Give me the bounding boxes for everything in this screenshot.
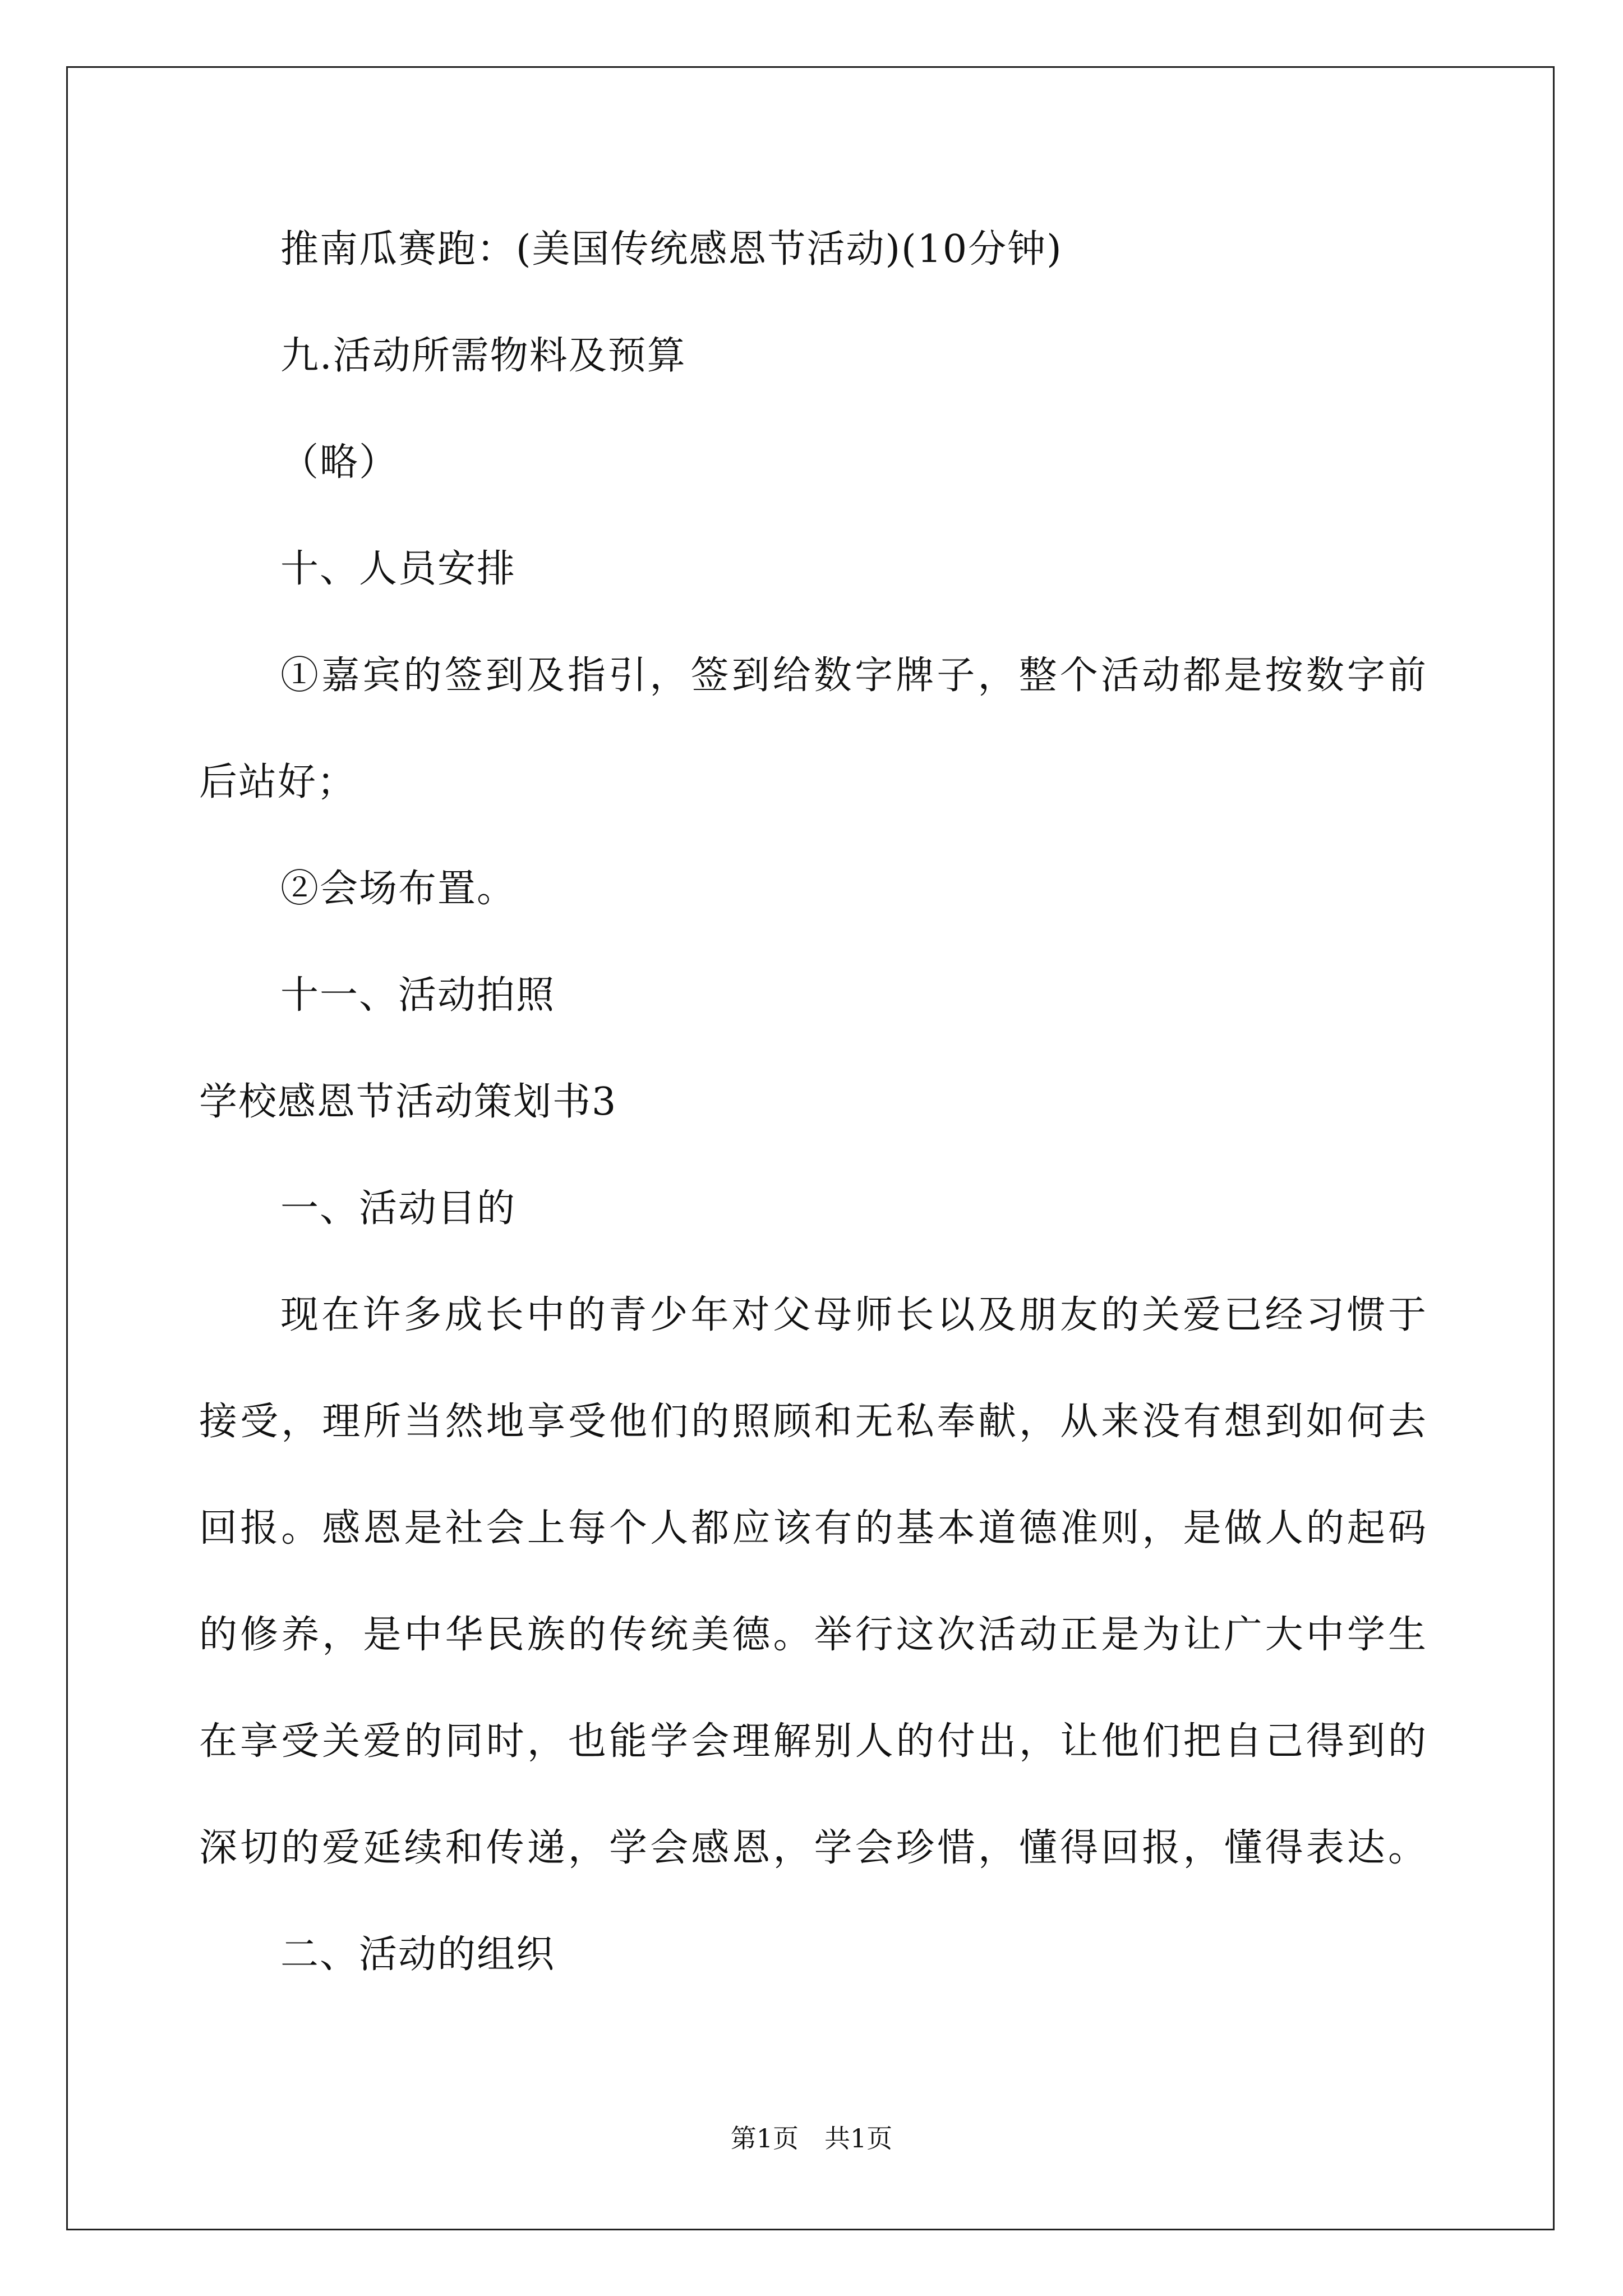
text-line-staff-1-cont: 后站好； [199,760,357,804]
text-line-1: 推南瓜赛跑：(美国传统感恩节活动)(10分钟) [280,227,1063,272]
paragraph-line-1: 现在许多成长中的青少年对父母师长以及朋友的关爱已经习惯于 [280,1293,1427,1337]
document-title: 学校感恩节活动策划书3 [199,1080,617,1124]
section-heading-11: 十一、活动拍照 [280,973,556,1018]
paragraph-line-6: 深切的爱延续和传递，学会感恩，学会珍惜，懂得回报，懂得表达。 [199,1826,1427,1870]
paragraph-line-3: 回报。感恩是社会上每个人都应该有的基本道德准则，是做人的起码 [199,1506,1427,1550]
paragraph-line-5: 在享受关爱的同时，也能学会理解别人的付出，让他们把自己得到的 [199,1719,1427,1764]
section-heading-9: 九.活动所需物料及预算 [280,334,686,378]
text-line-omitted: （略） [280,440,399,485]
section-heading-1: 一、活动目的 [280,1186,517,1231]
paragraph-line-2: 接受，理所当然地享受他们的照顾和无私奉献，从来没有想到如何去 [199,1400,1427,1444]
paragraph-line-4: 的修养，是中华民族的传统美德。举行这次活动正是为让广大中学生 [199,1613,1427,1657]
section-heading-10: 十、人员安排 [280,547,517,591]
text-line-staff-1: ①嘉宾的签到及指引，签到给数字牌子，整个活动都是按数字前 [280,654,1427,698]
page-border [66,66,1555,2230]
text-line-staff-2: ②会场布置。 [280,867,517,911]
page-footer: 第1页 共1页 [730,2123,893,2154]
section-heading-2: 二、活动的组织 [280,1932,556,1977]
